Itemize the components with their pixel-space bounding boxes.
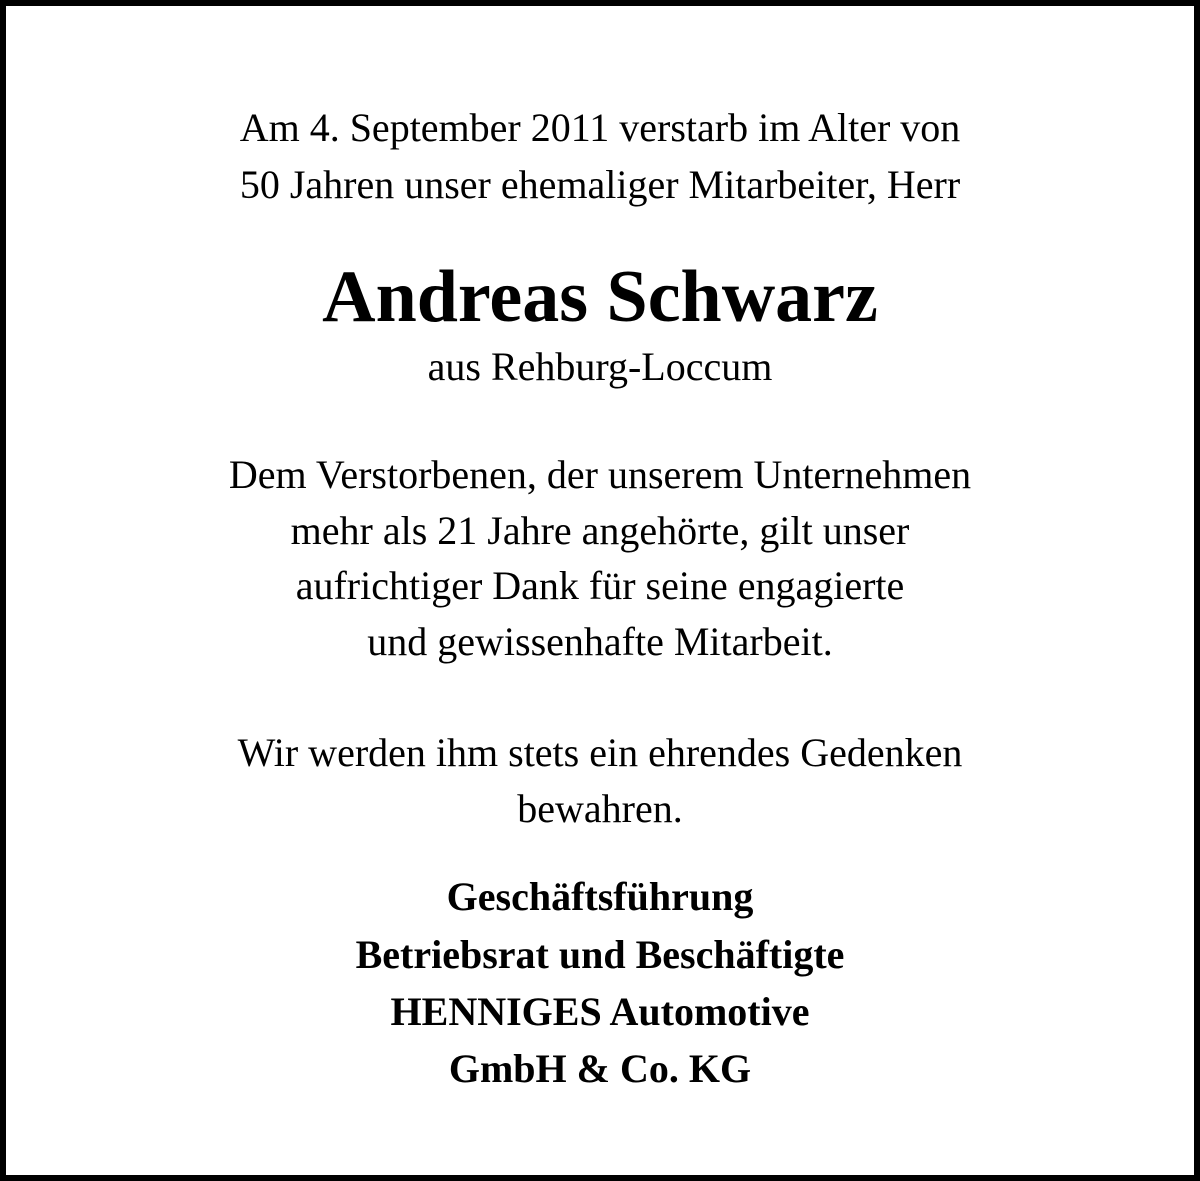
signature-line-2: Betriebsrat und Beschäftigte (355, 932, 845, 977)
deceased-origin: aus Rehburg-Loccum (427, 344, 773, 389)
signature-line-1: Geschäftsführung (446, 874, 754, 919)
notice-content (6, 6, 1194, 1175)
deceased-name: Andreas Schwarz (322, 256, 878, 338)
intro-line-2: 50 Jahren unser ehemaliger Mitarbeiter, Herr (239, 162, 961, 207)
remembrance-line-2: bewahren. (517, 786, 683, 831)
tribute-line-1: Dem Verstorbenen, der unserem Unternehmen (228, 452, 972, 497)
signature-line-4: GmbH & Co. KG (448, 1046, 752, 1091)
signature-line-3: HENNIGES Automotive (390, 989, 810, 1034)
tribute-line-2: mehr als 21 Jahre angehörte, gilt unser (290, 508, 910, 553)
remembrance-line-1: Wir werden ihm stets ein ehrendes Gedenken (237, 730, 963, 775)
tribute-line-3: aufrichtiger Dank für seine engagierte (295, 563, 905, 608)
tribute-line-4: und gewissenhafte Mitarbeit. (367, 619, 833, 664)
intro-line-1: Am 4. September 2011 verstarb im Alter von (239, 105, 961, 150)
